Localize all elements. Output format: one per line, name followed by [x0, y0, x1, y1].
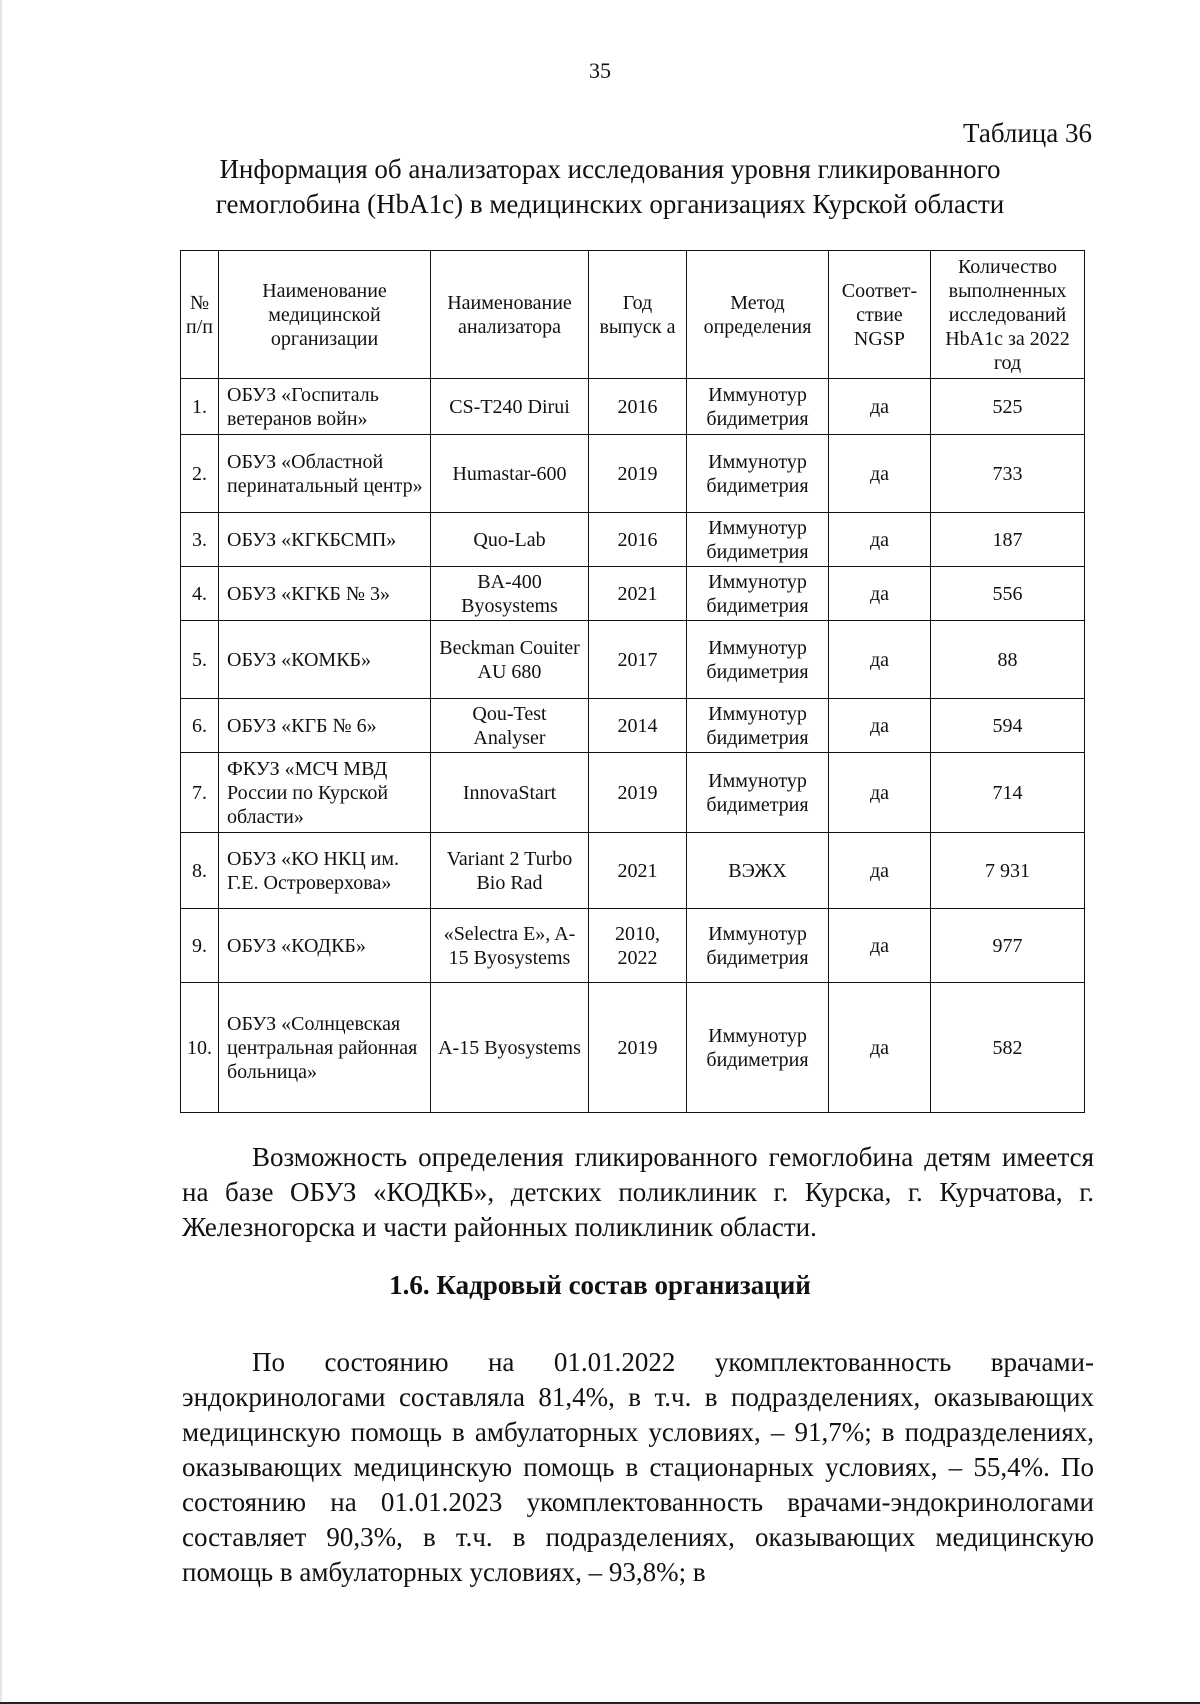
year-cell: 2021 — [589, 833, 687, 909]
count-cell: 594 — [931, 699, 1085, 753]
section-heading: 1.6. Кадровый состав организаций — [389, 1270, 811, 1300]
method-cell: Иммунотур бидиметрия — [687, 435, 829, 513]
ngsp-cell: да — [829, 909, 931, 983]
analyzer-cell: Quo-Lab — [431, 513, 589, 567]
analyzer-cell: Qou-Test Analyser — [431, 699, 589, 753]
table-row — [181, 513, 1085, 567]
count-cell: 977 — [931, 909, 1085, 983]
row-number-cell: 10. — [181, 983, 219, 1113]
count-cell: 187 — [931, 513, 1085, 567]
analyzer-cell: Beckman Couiter AU 680 — [431, 621, 589, 699]
analyzer-cell: CS-T240 Dirui — [431, 379, 589, 435]
ngsp-cell: да — [829, 621, 931, 699]
count-cell: 88 — [931, 621, 1085, 699]
count-cell: 733 — [931, 435, 1085, 513]
method-cell: Иммунотур бидиметрия — [687, 513, 829, 567]
organization-cell: ОБУЗ «Областной перинатальный центр» — [219, 435, 431, 513]
ngsp-cell: да — [829, 699, 931, 753]
method-cell: Иммунотур бидиметрия — [687, 567, 829, 621]
organization-cell: ОБУЗ «КГКБ № 3» — [219, 567, 431, 621]
method-cell: Иммунотур бидиметрия — [687, 983, 829, 1113]
organization-cell: ОБУЗ «КГКБСМП» — [219, 513, 431, 567]
year-cell: 2016 — [589, 513, 687, 567]
header-cell: Наименование анализатора — [431, 251, 589, 379]
table-row — [181, 909, 1085, 983]
count-cell: 714 — [931, 753, 1085, 833]
method-cell: Иммунотур бидиметрия — [687, 379, 829, 435]
method-cell: ВЭЖХ — [687, 833, 829, 909]
organization-cell: ОБУЗ «Солнцевская центральная районная больница» — [219, 983, 431, 1113]
table-row — [181, 379, 1085, 435]
year-cell: 2021 — [589, 567, 687, 621]
organization-cell: ОБУЗ «КО НКЦ им. Г.Е. Островерхова» — [219, 833, 431, 909]
table-title: Информация об анализаторах исследования уровня гликированного гемоглобина (HbA1c) в медицинских организациях Курской области — [215, 154, 1005, 219]
organization-cell: ФКУЗ «МСЧ МВД России по Курской области» — [219, 753, 431, 833]
row-number-cell: 5. — [181, 621, 219, 699]
method-cell: Иммунотур бидиметрия — [687, 753, 829, 833]
ngsp-cell: да — [829, 567, 931, 621]
ngsp-cell: да — [829, 833, 931, 909]
row-number-cell: 8. — [181, 833, 219, 909]
ngsp-cell: да — [829, 435, 931, 513]
page-edge — [0, 0, 2, 1704]
table-row — [181, 567, 1085, 621]
ngsp-cell: да — [829, 379, 931, 435]
table-row — [181, 699, 1085, 753]
organization-cell: ОБУЗ «КОДКБ» — [219, 909, 431, 983]
organization-cell: ОБУЗ «КОМКБ» — [219, 621, 431, 699]
method-cell: Иммунотур бидиметрия — [687, 621, 829, 699]
count-cell: 582 — [931, 983, 1085, 1113]
header-cell: Количество выполненных исследований HbA1c за 2022 год — [931, 251, 1085, 379]
count-cell: 556 — [931, 567, 1085, 621]
paragraph-staffing: По состоянию на 01.01.2022 укомплектованность врачами-эндокринологами составляла 81,4%, в т.ч. в подразделениях, оказывающих медицинскую помощь в амбулаторных условиях, – 91,7%; в подразделениях, оказывающих медицинскую помощь в стационарных условиях, – 55,4%. По состоянию на 01.01.2023 укомплектованность врачами-эндокринологами составляет 90,3%, в т.ч. в подразделениях, оказывающих медицинскую помощь в амбулаторных условиях, – 93,8%; в — [182, 1347, 1094, 1587]
row-number-cell: 7. — [181, 753, 219, 833]
table-header-row — [181, 251, 1085, 379]
table-label: Таблица 36 — [963, 118, 1092, 148]
analyzer-cell: InnovaStart — [431, 753, 589, 833]
table-row — [181, 753, 1085, 833]
row-number-cell: 6. — [181, 699, 219, 753]
organization-cell: ОБУЗ «КГБ № 6» — [219, 699, 431, 753]
organization-cell: ОБУЗ «Госпиталь ветеранов войн» — [219, 379, 431, 435]
paragraph-pediatric-testing: Возможность определения гликированного гемоглобина детям имеется на базе ОБУЗ «КОДКБ», детских поликлиник г. Курска, г. Курчатова, г. Железногорска и части районных поликлиник области. — [182, 1142, 1094, 1242]
year-cell: 2019 — [589, 983, 687, 1113]
year-cell: 2019 — [589, 435, 687, 513]
method-cell: Иммунотур бидиметрия — [687, 909, 829, 983]
method-cell: Иммунотур бидиметрия — [687, 699, 829, 753]
year-cell: 2019 — [589, 753, 687, 833]
analyzer-cell: «Selectra E», A-15 Byosystems — [431, 909, 589, 983]
analyzer-cell: Humastar-600 — [431, 435, 589, 513]
table-row — [181, 621, 1085, 699]
row-number-cell: 3. — [181, 513, 219, 567]
row-number-cell: 9. — [181, 909, 219, 983]
year-cell: 2014 — [589, 699, 687, 753]
header-cell: Год выпуск а — [589, 251, 687, 379]
year-cell: 2016 — [589, 379, 687, 435]
count-cell: 7 931 — [931, 833, 1085, 909]
table-row — [181, 833, 1085, 909]
header-cell: № п/п — [181, 251, 219, 379]
year-cell: 2017 — [589, 621, 687, 699]
header-cell: Метод определения — [687, 251, 829, 379]
table-row — [181, 435, 1085, 513]
count-cell: 525 — [931, 379, 1085, 435]
analyzer-cell: A-15 Byosystems — [431, 983, 589, 1113]
row-number-cell: 1. — [181, 379, 219, 435]
table-row — [181, 983, 1085, 1113]
analyzers-table — [180, 250, 1085, 1113]
ngsp-cell: да — [829, 513, 931, 567]
header-cell: Соответ-ствие NGSP — [829, 251, 931, 379]
row-number-cell: 2. — [181, 435, 219, 513]
header-cell: Наименование медицинской организации — [219, 251, 431, 379]
page-number: 35 — [589, 58, 611, 83]
analyzer-cell: Variant 2 Turbo Bio Rad — [431, 833, 589, 909]
ngsp-cell: да — [829, 753, 931, 833]
row-number-cell: 4. — [181, 567, 219, 621]
analyzer-cell: BA-400 Byosystems — [431, 567, 589, 621]
ngsp-cell: да — [829, 983, 931, 1113]
year-cell: 2010, 2022 — [589, 909, 687, 983]
